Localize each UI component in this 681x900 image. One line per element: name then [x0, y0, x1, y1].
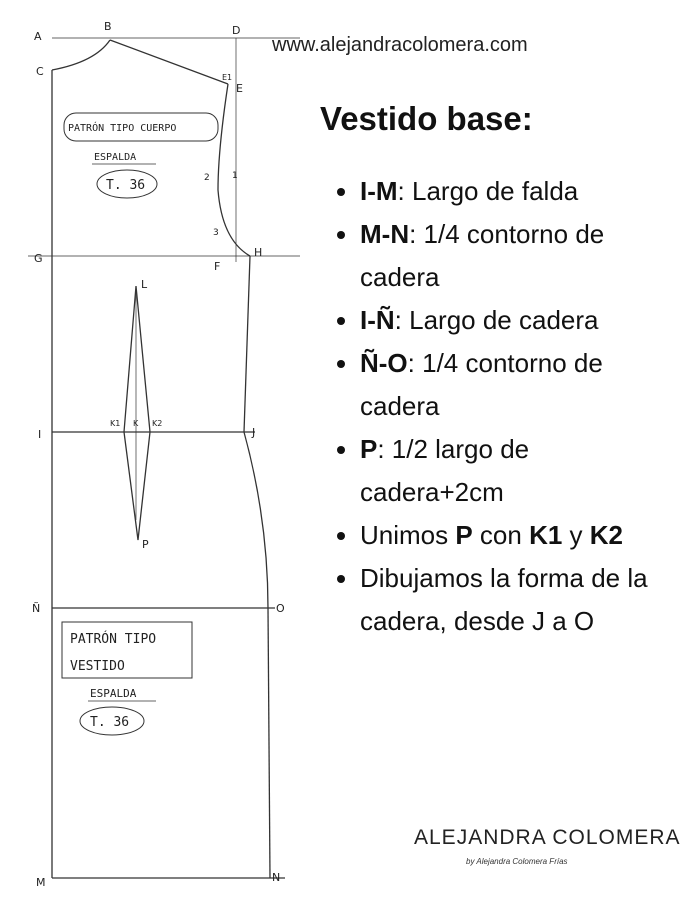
- label-point-d: D: [232, 24, 241, 37]
- label-point-l: L: [141, 278, 148, 291]
- label-point-n: N: [272, 871, 281, 884]
- top-label-size: T. 36: [106, 178, 146, 193]
- label-point-k: K: [133, 419, 139, 428]
- label-point-e: E: [236, 82, 243, 95]
- label-point-e1: E1: [222, 73, 233, 82]
- label-point-o: O: [276, 602, 285, 615]
- hip-curve: [244, 432, 268, 608]
- label-point-k2: K2: [152, 419, 163, 428]
- step-item: • Dibujamos la forma de la cadera, desde J a O: [360, 557, 660, 643]
- label-point-k1: K1: [110, 419, 121, 428]
- step-item: • I-M: Largo de falda: [360, 170, 660, 213]
- step-item: • P: 1/2 largo de cadera+2cm: [360, 428, 660, 514]
- step-item: • Ñ-O: 1/4 contorno de cadera: [360, 342, 660, 428]
- label-point-b: B: [104, 20, 112, 33]
- brand-logo: ALEJANDRA COLOMERA: [414, 826, 681, 849]
- label-point-3: 3: [213, 228, 219, 238]
- bottom-label-back: ESPALDA: [90, 687, 137, 700]
- neckline-curve: [52, 40, 110, 70]
- skirt-side-line: [268, 608, 270, 878]
- label-point-m: M: [36, 876, 46, 889]
- bottom-label-subtitle: VESTIDO: [70, 659, 125, 674]
- label-point-c: C: [36, 65, 44, 78]
- label-point-i: I: [38, 428, 42, 441]
- label-point-f: F: [214, 260, 221, 273]
- label-point-h: H: [254, 246, 263, 259]
- top-label-title: PATRÓN TIPO CUERPO: [68, 123, 177, 134]
- step-item: • I-Ñ: Largo de cadera: [360, 299, 660, 342]
- label-point-j: J: [252, 426, 256, 439]
- armhole-curve: [218, 84, 250, 256]
- side-seam-upper: [244, 256, 250, 432]
- steps-list: [334, 170, 660, 643]
- label-point-1: 1: [232, 171, 238, 181]
- top-label-subtitle: ESPALDA: [94, 152, 137, 163]
- dart: [124, 286, 150, 540]
- bottom-label-title: PATRÓN TIPO: [70, 632, 157, 647]
- shoulder-line: [110, 40, 228, 84]
- label-point-g: G: [34, 252, 43, 265]
- step-item: • M-N: 1/4 contorno de cadera: [360, 213, 660, 299]
- step-item: • Unimos P con K1 y K2: [360, 514, 660, 557]
- label-point-2: 2: [204, 173, 210, 183]
- page-title: Vestido base:: [320, 100, 533, 137]
- brand-tagline: by Alejandra Colomera Frías: [466, 857, 568, 866]
- bottom-label-size: T. 36: [90, 715, 130, 730]
- label-point-n-tilde: Ñ: [32, 602, 41, 615]
- label-point-p: P: [142, 538, 149, 551]
- website-url: www.alejandracolomera.com: [272, 34, 528, 56]
- label-point-a: A: [34, 30, 42, 43]
